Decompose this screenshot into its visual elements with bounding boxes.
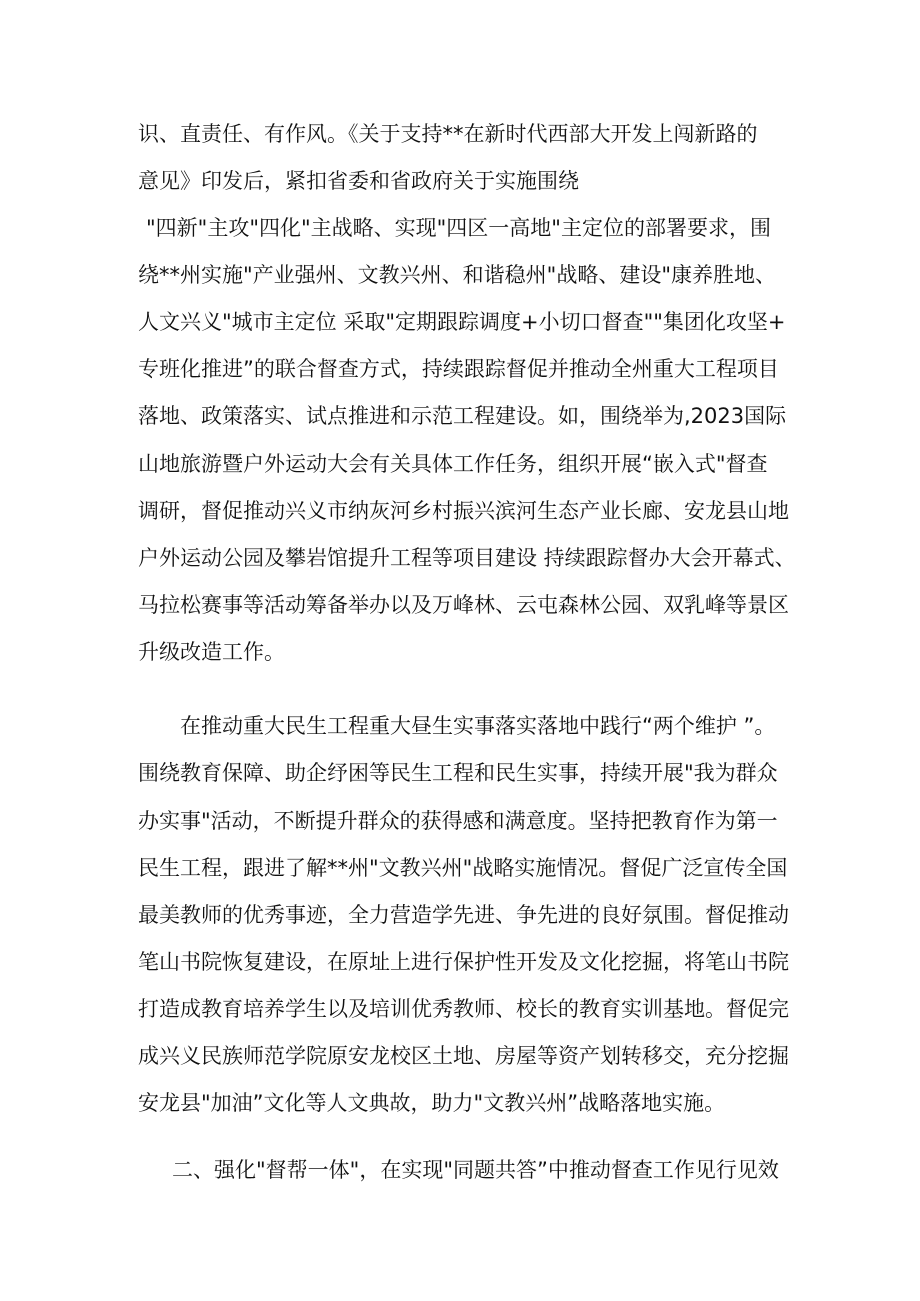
text-line: 户外运动公园及攀岩馆提升工程等项目建设 持续跟踪督办大会开幕式、 bbox=[138, 546, 796, 570]
paragraph-first-line: 在推动重大民生工程重大昼生实事落实落地中践行“两个维护 ”。 bbox=[180, 714, 776, 738]
text-line: 调研，督促推动兴义市纳灰河乡村振兴滨河生态产业长廊、安龙县山地 bbox=[138, 499, 789, 523]
text-line: 人文兴义"城市主定位 采取"定期跟踪调度+小切口督查""集团化攻坚+ bbox=[138, 310, 786, 334]
text-line: 打造成教育培养学生以及培训优秀教师、校长的教育实训基地。督促完 bbox=[138, 997, 789, 1021]
text-line: 民生工程，跟进了解**州"文教兴州"战略实施情况。督促广泛宣传全国 bbox=[138, 856, 788, 880]
text-line: 山地旅游暨户外运动大会有关具体工作任务，组织开展“嵌入式"督查 bbox=[138, 452, 768, 476]
text-line: 安龙县"加油”文化等人文典故，助力"文教兴州”战略落地实施。 bbox=[138, 1091, 726, 1115]
text-line: 马拉松赛事等活动筹备举办以及万峰林、云屯森林公园、双乳峰等景区 bbox=[138, 593, 789, 617]
text-line: 专班化推进”的联合督查方式，持续跟踪督促并推动全州重大工程项目 bbox=[138, 357, 779, 381]
text-line: 意见》印发后，紧扣省委和省政府关于实施围绕 bbox=[138, 169, 579, 193]
text-line: 升级改造工作。 bbox=[138, 640, 285, 664]
text-line: 笔山书院恢复建设，在原址上进行保护性开发及文化挖掘，将笔山书院 bbox=[138, 950, 789, 974]
text-line: 识、直责任、有作风。《关于支持**在新时代西部大开发上闯新路的 bbox=[138, 122, 758, 146]
text-line: 办实事"活动，不断提升群众的获得感和满意度。坚持把教育作为第一 bbox=[138, 809, 778, 833]
text-line: 最美教师的优秀事迹，全力营造学先进、争先进的良好氛围。督促推动 bbox=[138, 903, 789, 927]
text-line: "四新"主攻"四化"主战略、实现"四区一高地"主定位的部署要求，围 bbox=[146, 216, 771, 240]
text-line: 围绕教育保障、助企纾困等民生工程和民生实事，持续开展"我为群众 bbox=[138, 761, 778, 785]
section-heading: 二、强化"督帮一体"，在实现"同题共答”中推动督查工作见行见效 bbox=[172, 1158, 779, 1182]
text-line: 成兴义民族师范学院原安龙校区土地、房屋等资产划转移交，充分挖掘 bbox=[138, 1044, 789, 1068]
text-line: 落地、政策落实、试点推进和示范工程建设。如，围绕举为,2023国际 bbox=[138, 404, 787, 428]
text-line: 绕**州实施"产业强州、文教兴州、和谐稳州"战略、建设"康养胜地、 bbox=[138, 263, 776, 287]
